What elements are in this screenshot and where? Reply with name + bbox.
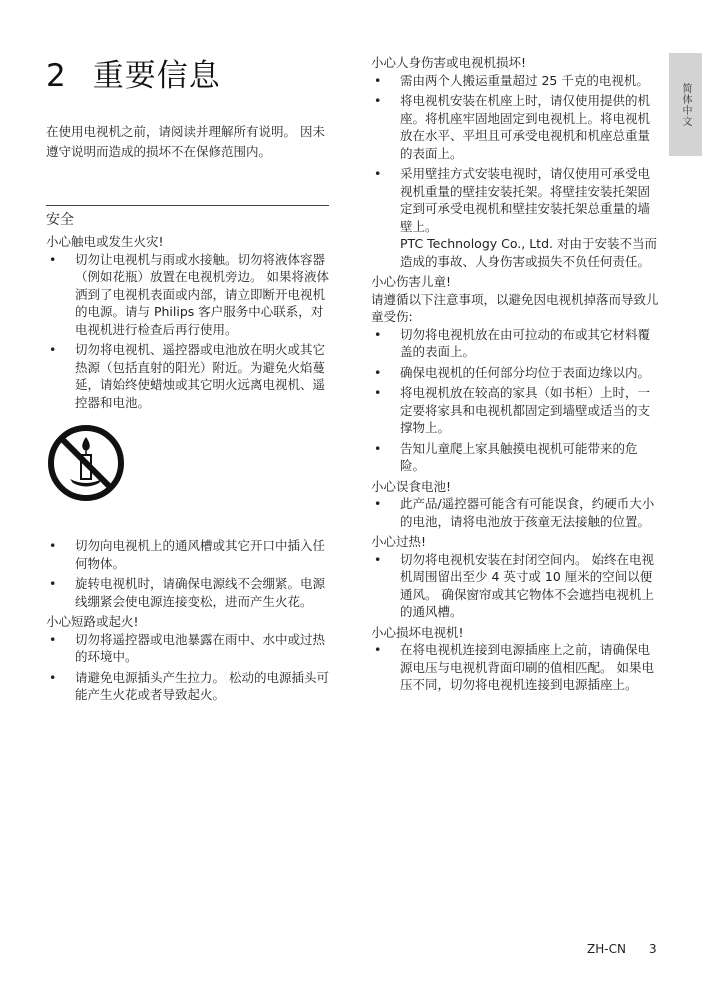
short-circuit-list (46, 631, 331, 704)
list-item: • 旋转电视机时，请确保电源线不会绷紧。电源线绷紧会使电源连接变松，进而产生火花。 (49, 576, 326, 609)
fire-warning-heading: 小心触电或发生火灾! (46, 234, 164, 249)
battery-heading: 小心误食电池! (371, 478, 452, 494)
no-candle-icon (46, 423, 126, 503)
section-heading: 安全 (46, 205, 329, 229)
list-item: • 切勿向电视机上的通风槽或其它开口中插入任何物体。 (49, 538, 326, 571)
fire-warning-list (46, 251, 331, 412)
short-circuit-heading: 小心短路或起火! (46, 614, 139, 629)
list-item: • 告知儿童爬上家具触摸电视机可能带来的危险。 (374, 440, 638, 473)
list-item: • 切勿将电视机、遥控器或电池放在明火或其它热源（包括直射的阳光）附近。为避免火焰蔓延，请始终使蜡烛或其它明火远离电视机、遥控器和电池。 (49, 342, 326, 410)
list-item: • 此产品/遥控器可能含有可能误食，约硬币大小的电池，请将电池放于孩童无法接触的位置。 (374, 496, 655, 529)
page-number: 3 (649, 942, 657, 956)
disclaimer-note: PTC Technology Co., Ltd. 对由于安装不当而造成的事故、人身伤害或损失不负任何责任。 (400, 236, 657, 269)
list-item: • 切勿让电视机与雨或水接触。切勿将液体容器（例如花瓶）放置在电视机旁边。 如果将液体洒到了电视机表面或内部，请立即断开电视机的电源。请与 Philips 客户服务中心联系，对电视机进行检查后再行使用。 (49, 251, 329, 337)
left-column-top (46, 233, 331, 519)
overheat-heading: 小心过热! (371, 534, 427, 549)
list-item: • 请避免电源插头产生拉力。 松动的电源插头可能产生火花或者导致起火。 (49, 669, 329, 702)
page-title (46, 50, 221, 95)
injury-heading: 小心人身伤害或电视机损坏! (371, 55, 527, 70)
child-heading: 小心伤害儿童! (371, 274, 452, 289)
list-item: • 切勿将电视机安装在封闭空间内。 始终在电视机周围留出至少 4 英寸或 10 厘米的空间以便通风。 确保窗帘或其它物体不会遮挡电视机上的通风槽。 (374, 551, 654, 619)
chapter-number: 2 (46, 58, 67, 94)
child-list (371, 326, 661, 475)
language-side-tab-label: 简体中文 (680, 82, 691, 127)
list-item: • 确保电视机的任何部分均位于表面边缘以内。 (374, 364, 651, 380)
list-item: • 将电视机放在较高的家具（如书柜）上时，一定要将家具和电视机都固定到墙壁或适当的支撑物上。 (374, 385, 651, 435)
intro-text: 在使用电视机之前，请阅读并理解所有说明。 因未遵守说明而造成的损坏不在保修范围内。 (46, 124, 325, 159)
list-item: • 在将电视机连接到电源插座上之前，请确保电源电压与电视机背面印刷的值相匹配。 如果电压不同，切勿将电视机连接到电源插座上。 (374, 642, 654, 692)
footer-language-code: ZH-CN (587, 942, 626, 956)
language-side-tab (669, 53, 702, 156)
list-item: • 切勿将遥控器或电池暴露在雨中、水中或过热的环境中。 (49, 631, 326, 664)
overheat-list (371, 551, 661, 621)
list-item: • 需由两个人搬运重量超过 25 千克的电视机。 (374, 72, 649, 88)
list-item: • 采用壁挂方式安装电视时，请仅使用可承受电视机重量的壁挂安装托架。将壁挂安装托架固定到可承受电视机和壁挂安装托架总重量的墙壁上。 PTC Technology Co., Ltd. 对由于安装不当而造成的事故、人身伤害或损失不负任何责任。 (371, 165, 661, 270)
fire-warning-list-2 (46, 537, 331, 610)
tv-damage-heading: 小心损坏电视机! (371, 624, 464, 640)
tv-damage-list (371, 641, 661, 694)
left-column-bottom (46, 537, 331, 707)
injury-list (371, 72, 661, 271)
battery-list (371, 495, 661, 530)
chapter-title: 重要信息 (92, 58, 221, 94)
list-item: • 将电视机安装在机座上时，请仅使用提供的机座。将机座牢固地固定到电视机上。将电视机放在水平、平坦且可承受电视机和机座总重量的表面上。 (374, 93, 651, 161)
child-intro: 请遵循以下注意事项，以避免因电视机掉落而导致儿童受伤: (371, 291, 659, 324)
list-item: • 切勿将电视机放在由可拉动的布或其它材料覆盖的表面上。 (374, 326, 651, 359)
right-column (371, 54, 661, 697)
